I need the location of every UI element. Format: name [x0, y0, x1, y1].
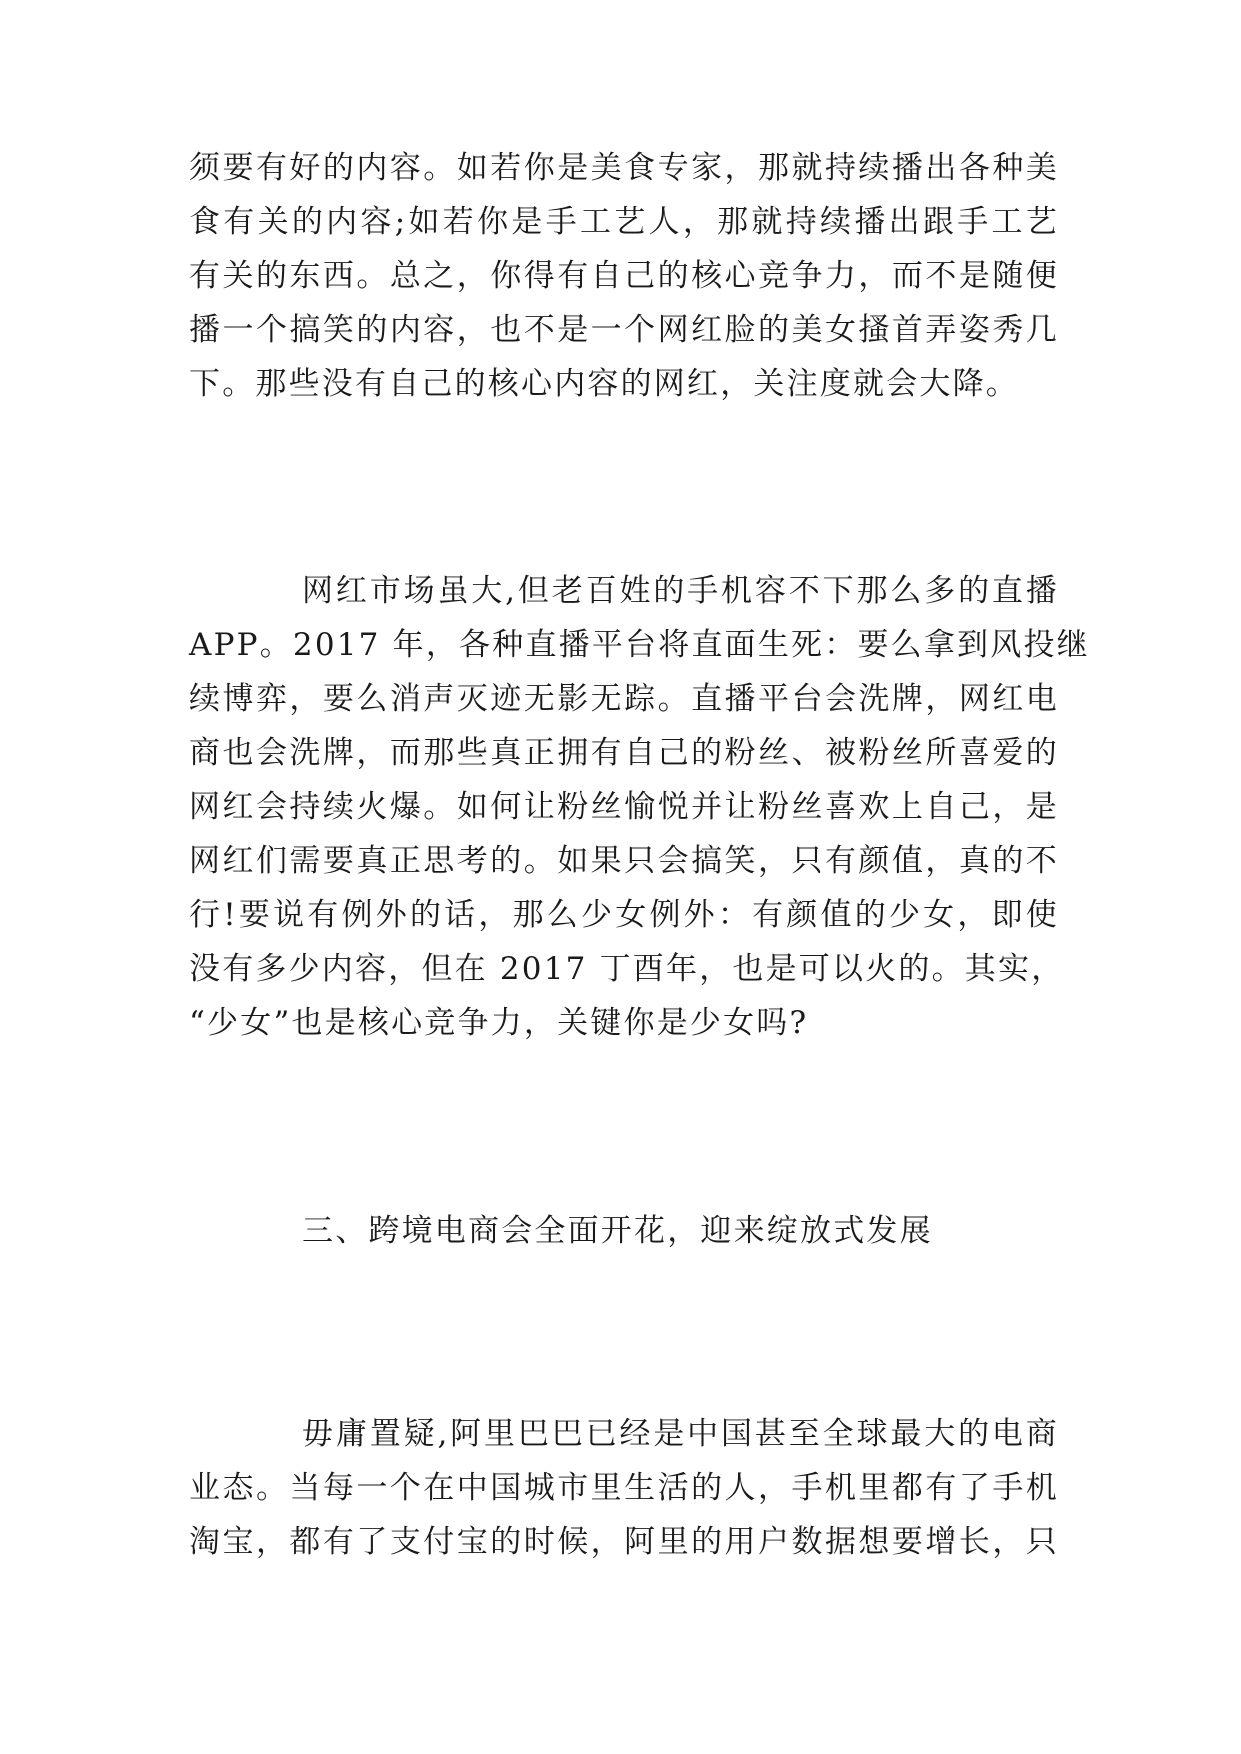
paragraph-2-line-5: 网红会持续火爆。如何让粉丝愉悦并让粉丝喜欢上自己，是 — [189, 789, 1059, 825]
paragraph-3-line-1: 毋庸置疑,阿里巴巴已经是中国甚至全球最大的电商 — [302, 1416, 1059, 1452]
paragraph-2-line-2: APP。2017 年，各种直播平台将直面生死：要么拿到风投继 — [189, 627, 1090, 663]
paragraph-1-line-5: 下。那些没有自己的核心内容的网红，关注度就会大降。 — [189, 366, 1019, 402]
paragraph-2-line-9: “少女”也是核心竞争力，关键你是少女吗? — [189, 1005, 809, 1041]
paragraph-3-line-2: 业态。当每一个在中国城市里生活的人，手机里都有了手机 — [189, 1470, 1059, 1506]
paragraph-2-line-8: 没有多少内容，但在 2017 丁酉年，也是可以火的。其实， — [189, 951, 1065, 987]
paragraph-2-line-1: 网红市场虽大,但老百姓的手机容不下那么多的直播 — [302, 573, 1059, 609]
paragraph-2-line-6: 网红们需要真正思考的。如果只会搞笑，只有颜值，真的不 — [189, 843, 1059, 879]
paragraph-1-line-3: 有关的东西。总之，你得有自己的核心竞争力，而不是随便 — [189, 258, 1059, 294]
paragraph-2-line-7: 行!要说有例外的话，那么少女例外：有颜值的少女，即使 — [189, 897, 1059, 933]
paragraph-2-line-4: 商也会洗牌，而那些真正拥有自己的粉丝、被粉丝所喜爱的 — [189, 735, 1059, 771]
paragraph-3-line-3: 淘宝，都有了支付宝的时候，阿里的用户数据想要增长，只 — [189, 1524, 1059, 1560]
paragraph-1-line-4: 播一个搞笑的内容，也不是一个网红脸的美女搔首弄姿秀几 — [189, 312, 1059, 348]
section-heading: 三、跨境电商会全面开花，迎来绽放式发展 — [302, 1213, 933, 1249]
paragraph-1-line-1: 须要有好的内容。如若你是美食专家，那就持续播出各种美 — [189, 150, 1059, 186]
paragraph-2-line-3: 续博弈，要么消声灭迹无影无踪。直播平台会洗牌，网红电 — [189, 681, 1059, 717]
paragraph-1-line-2: 食有关的内容;如若你是手工艺人，那就持续播出跟手工艺 — [189, 204, 1059, 240]
